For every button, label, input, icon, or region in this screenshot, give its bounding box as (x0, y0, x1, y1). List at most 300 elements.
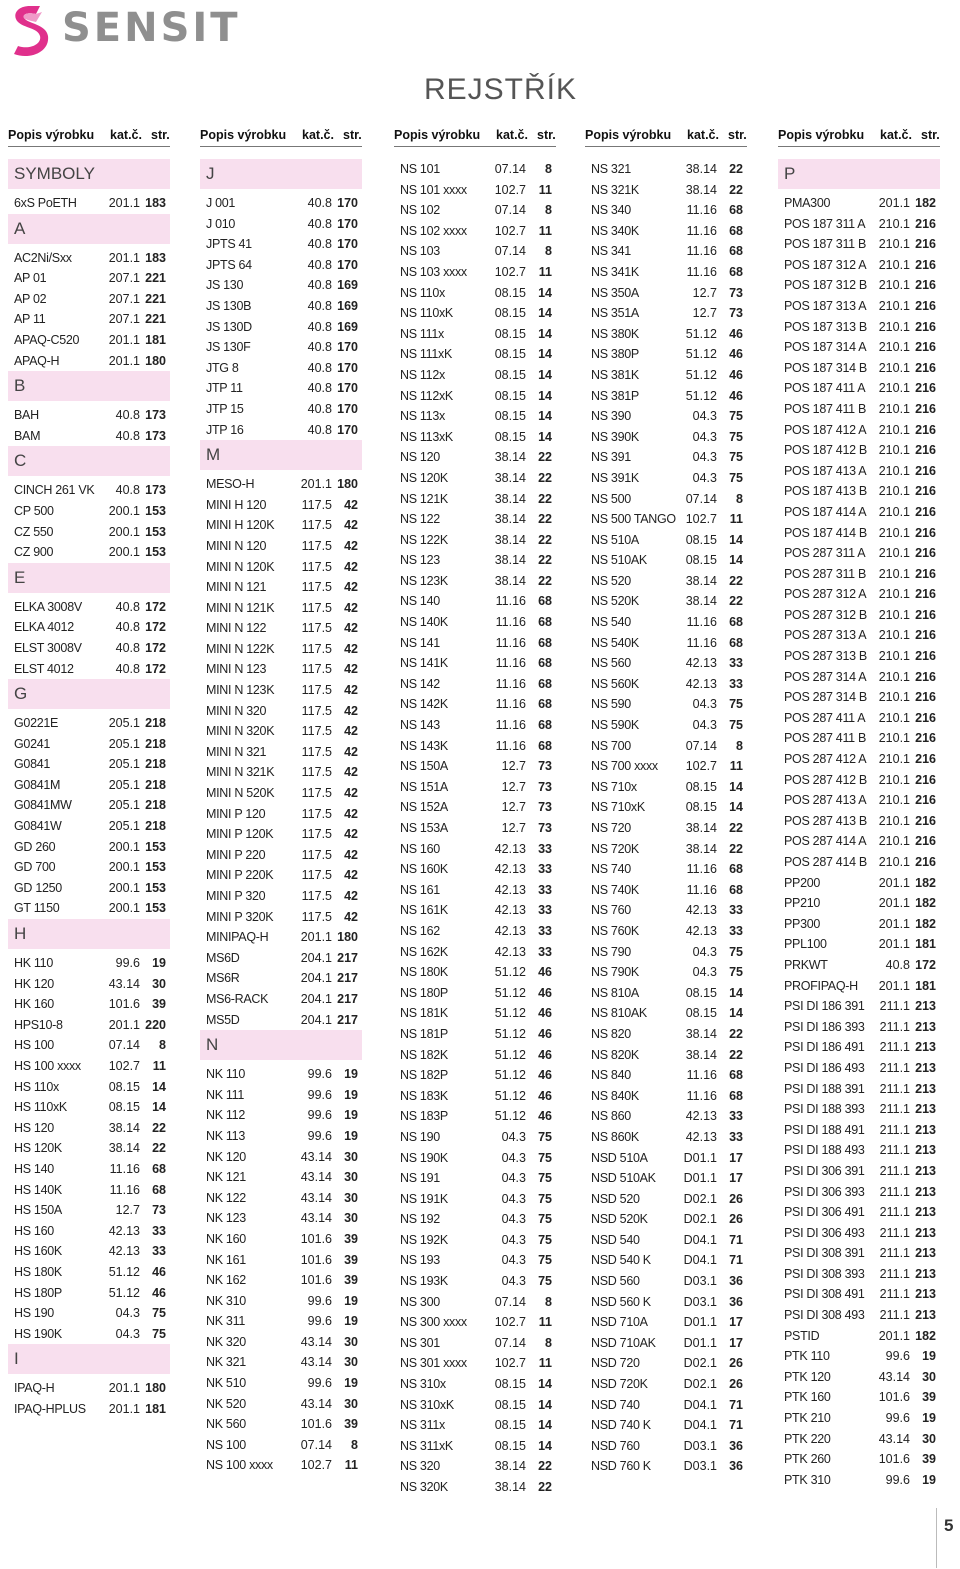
product-name: MINI P 120K (206, 827, 274, 842)
catalog-number: 117.5 (301, 724, 332, 739)
page-ref: 46 (729, 347, 743, 362)
product-name: NS 510A (591, 532, 639, 547)
product-name: NS 340K (591, 223, 639, 238)
page-ref: 11 (538, 264, 552, 279)
catalog-number: 42.13 (494, 903, 526, 918)
product-name: MINIPAQ-H (206, 930, 269, 945)
product-name: PSI DI 308 491 (784, 1287, 865, 1302)
product-name: APAQ-H (14, 353, 60, 368)
product-name: POS 187 414 A (784, 504, 867, 519)
catalog-number: 42.13 (494, 862, 526, 877)
catalog-number: 117.5 (301, 827, 332, 842)
index-row (778, 193, 940, 214)
product-name: NS 351A (591, 306, 639, 321)
page-ref: 73 (538, 800, 552, 815)
index-row (394, 921, 556, 942)
index-row (8, 734, 170, 755)
product-name: NS 790K (591, 965, 639, 980)
page-ref: 42 (344, 847, 358, 862)
product-name: NS 110x (400, 285, 445, 300)
catalog-number: 04.3 (501, 1253, 526, 1268)
product-name: NK 120 (206, 1149, 246, 1164)
product-name: POS 187 313 B (784, 319, 867, 334)
page-ref: 22 (729, 182, 743, 197)
page-ref: 22 (729, 821, 743, 835)
page-ref: 42 (344, 744, 358, 759)
page-ref: 75 (538, 1191, 552, 1206)
index-row (8, 878, 170, 899)
index-row (394, 283, 556, 304)
index-row (394, 1353, 556, 1374)
page-ref: 153 (145, 524, 166, 539)
catalog-number: 210.1 (878, 484, 910, 499)
page-ref: 14 (152, 1100, 166, 1115)
catalog-number: 201.1 (108, 1401, 140, 1416)
index-column (8, 120, 170, 1420)
page-ref: 8 (545, 1335, 552, 1350)
catalog-number: D03.1 (683, 1459, 717, 1474)
section-letter: H (14, 924, 27, 944)
product-name: JTP 15 (206, 401, 244, 416)
section-header (778, 159, 940, 189)
index-row (585, 509, 747, 530)
product-name: APAQ-C520 (14, 332, 80, 347)
catalog-number: 07.14 (494, 1335, 526, 1350)
catalog-number: 40.8 (115, 640, 140, 655)
index-row (585, 1148, 747, 1169)
page-ref: 71 (729, 1397, 743, 1412)
catalog-number: 210.1 (878, 504, 910, 519)
page-ref: 172 (145, 599, 166, 614)
section-header (8, 159, 170, 189)
product-name: NS 300 (400, 1294, 440, 1309)
product-name: NS 161K (400, 903, 448, 918)
catalog-number: 11.16 (495, 697, 526, 712)
catalog-number: D02.1 (683, 1356, 717, 1371)
index-row (778, 955, 940, 976)
product-name: ELST 3008V (14, 640, 82, 655)
product-name: PP210 (784, 896, 821, 911)
index-row (394, 653, 556, 674)
product-name: NS 590K (591, 718, 639, 733)
page-ref: 68 (729, 264, 743, 279)
page-ref: 216 (915, 237, 936, 252)
page-ref: 11 (538, 1356, 552, 1371)
product-name: POS 187 412 A (784, 422, 867, 437)
index-row (394, 1045, 556, 1066)
page-ref: 22 (538, 573, 552, 588)
page-ref: 68 (152, 1161, 166, 1176)
index-row (200, 1064, 362, 1085)
index-row (200, 337, 362, 358)
page-ref: 213 (915, 1102, 936, 1117)
catalog-number: 42.13 (494, 882, 526, 897)
index-row (200, 1250, 362, 1271)
index-row (778, 1470, 940, 1491)
product-name: NSD 760 (591, 1438, 640, 1453)
index-row (778, 1243, 940, 1264)
catalog-number: 210.1 (878, 463, 910, 478)
catalog-number: 07.14 (108, 1038, 140, 1053)
product-name: BAH (14, 408, 39, 423)
product-name: NS 320K (400, 1480, 448, 1494)
page-ref: 180 (337, 477, 358, 492)
index-row (394, 1024, 556, 1045)
index-row (8, 1324, 170, 1345)
page-title: REJSTŘÍK (424, 73, 578, 106)
index-row (394, 859, 556, 880)
page-ref: 14 (538, 388, 552, 403)
catalog-number: 102.7 (685, 512, 717, 527)
page-ref: 182 (915, 875, 936, 890)
product-name: NK 121 (206, 1170, 246, 1185)
catalog-number: 102.7 (494, 1315, 526, 1330)
product-name: POS 187 411 B (784, 401, 867, 416)
catalog-number: 211.1 (879, 1184, 910, 1199)
header-page: str. (151, 128, 170, 142)
product-name: NS 560K (591, 676, 639, 691)
index-row (394, 1209, 556, 1230)
catalog-number: 43.14 (300, 1211, 332, 1226)
catalog-number: 04.3 (692, 429, 717, 444)
catalog-number: 40.8 (307, 401, 332, 416)
index-row (8, 994, 170, 1015)
page-ref: 11 (152, 1059, 166, 1073)
catalog-number: 42.13 (494, 944, 526, 959)
product-name: PSI DI 306 491 (784, 1205, 865, 1220)
column-header (200, 120, 362, 146)
catalog-number: 211.1 (879, 1081, 910, 1096)
page-ref: 75 (729, 965, 743, 980)
page-ref: 216 (915, 752, 936, 767)
index-row (394, 1065, 556, 1086)
page-ref: 14 (729, 779, 743, 794)
index-row (778, 914, 940, 935)
catalog-number: 210.1 (878, 793, 910, 808)
catalog-number: 210.1 (878, 690, 910, 705)
catalog-number: 211.1 (879, 999, 910, 1014)
page-ref: 42 (344, 600, 358, 615)
catalog-number: 08.15 (494, 285, 526, 300)
catalog-number: 204.1 (300, 1012, 332, 1027)
product-name: NS 300 xxxx (400, 1315, 467, 1330)
header-cat: kat.č. (110, 128, 142, 142)
index-row (8, 522, 170, 543)
product-name: HS 120K (14, 1141, 62, 1156)
index-row (778, 749, 940, 770)
page-ref: 22 (538, 532, 552, 547)
product-name: HS 180P (14, 1285, 62, 1300)
page-ref: 22 (729, 1047, 743, 1062)
page-ref: 68 (152, 1182, 166, 1197)
catalog-number: 40.8 (115, 661, 140, 676)
index-row (778, 1326, 940, 1347)
page-ref: 46 (538, 965, 552, 980)
catalog-number: D04.1 (683, 1397, 717, 1412)
product-name: NS 720K (591, 841, 639, 856)
catalog-number: 210.1 (878, 752, 910, 767)
page-ref: 46 (538, 1006, 552, 1021)
catalog-number: 38.14 (685, 573, 717, 588)
catalog-number: 210.1 (878, 319, 910, 334)
page-ref: 68 (538, 738, 552, 753)
catalog-number: 211.1 (879, 1143, 910, 1158)
product-name: NK 321 (206, 1355, 246, 1370)
index-row (394, 1148, 556, 1169)
index-row (8, 426, 170, 447)
catalog-number: 210.1 (878, 401, 910, 416)
page-ref: 216 (915, 587, 936, 602)
index-row (8, 1200, 170, 1221)
page-ref: 30 (344, 1170, 358, 1185)
product-name: NS 162 (400, 923, 440, 938)
header-page: str. (728, 128, 747, 142)
index-column (200, 120, 362, 1476)
catalog-number: 210.1 (878, 628, 910, 643)
catalog-number: 38.14 (494, 573, 526, 588)
page-ref: 218 (145, 819, 166, 834)
product-name: G0221E (14, 716, 59, 731)
catalog-number: 40.8 (307, 360, 332, 375)
catalog-number: 40.8 (115, 428, 140, 443)
page-ref: 182 (915, 896, 936, 911)
index-row (200, 824, 362, 845)
page-ref: 30 (344, 1396, 358, 1411)
index-row (778, 770, 940, 791)
product-name: MINI N 123K (206, 683, 275, 698)
page-ref: 172 (145, 620, 166, 635)
product-name: PTK 310 (784, 1472, 831, 1487)
catalog-number: 207.1 (108, 291, 140, 306)
page-ref: 42 (344, 909, 358, 924)
index-row (8, 1159, 170, 1180)
index-row (778, 625, 940, 646)
page-ref: 218 (145, 777, 166, 792)
catalog-number: 200.1 (108, 545, 140, 560)
index-row (200, 378, 362, 399)
page-ref: 8 (545, 203, 552, 218)
page-ref: 33 (729, 676, 743, 691)
page-ref: 68 (538, 676, 552, 691)
index-row (8, 1399, 170, 1420)
catalog-number: 11.16 (686, 882, 717, 897)
catalog-number: 102.7 (494, 264, 526, 279)
product-name: CZ 550 (14, 524, 54, 539)
index-row (778, 1408, 940, 1429)
page-ref: 216 (915, 649, 936, 664)
index-row (8, 1035, 170, 1056)
index-row (585, 633, 747, 654)
page-ref: 68 (729, 203, 743, 218)
index-row (394, 1456, 556, 1477)
product-name: PSI DI 308 393 (784, 1266, 865, 1281)
page-ref: 11 (538, 182, 552, 197)
catalog-number: 210.1 (878, 607, 910, 622)
catalog-number: 210.1 (878, 649, 910, 664)
catalog-number: 42.13 (685, 1109, 717, 1124)
product-name: PTK 160 (784, 1390, 831, 1405)
product-name: PSI DI 306 493 (784, 1225, 865, 1240)
index-row (585, 818, 747, 839)
page-ref: 216 (915, 525, 936, 540)
catalog-number: 42.13 (685, 1129, 717, 1144)
section-letter: A (14, 218, 26, 238)
catalog-number: 08.15 (685, 553, 717, 568)
catalog-number: 201.1 (108, 1381, 140, 1396)
catalog-number: 38.14 (494, 450, 526, 465)
index-row (8, 1303, 170, 1324)
product-name: NS 180K (400, 965, 448, 980)
page-ref: 68 (538, 656, 552, 671)
index-row (8, 480, 170, 501)
product-name: NS 103 (400, 244, 440, 259)
index-row (8, 542, 170, 563)
index-row (8, 795, 170, 816)
catalog-number: 11.16 (686, 203, 717, 218)
page-ref: 19 (344, 1087, 358, 1102)
catalog-number: 40.8 (307, 216, 332, 231)
page-ref: 217 (337, 1012, 358, 1027)
product-name: NSD 740 (591, 1397, 640, 1412)
index-row (200, 1435, 362, 1456)
catalog-number: 117.5 (301, 703, 332, 718)
product-name: MINI H 120 (206, 497, 267, 512)
page-ref: 68 (729, 223, 743, 238)
index-row (778, 893, 940, 914)
page-ref: 75 (729, 697, 743, 712)
catalog-number: 210.1 (878, 710, 910, 725)
page-ref: 42 (344, 827, 358, 842)
index-row (585, 550, 747, 571)
catalog-number: 08.15 (685, 1006, 717, 1021)
product-name: PP200 (784, 875, 821, 890)
product-name: AC2Ni/Sxx (14, 250, 72, 265)
product-name: NS 390K (591, 429, 639, 444)
catalog-number: D04.1 (683, 1232, 717, 1247)
catalog-number: 38.14 (494, 532, 526, 547)
product-name: PSI DI 188 491 (784, 1122, 865, 1137)
page-ref: 216 (915, 484, 936, 499)
catalog-number: 04.3 (501, 1191, 526, 1206)
index-row (394, 942, 556, 963)
catalog-number: 12.7 (692, 306, 717, 321)
index-row (585, 1189, 747, 1210)
catalog-number: 11.16 (495, 738, 526, 753)
page-ref: 42 (344, 518, 358, 533)
page-ref: 216 (915, 401, 936, 416)
product-name: NS 100 (206, 1437, 246, 1452)
index-row (394, 839, 556, 860)
index-row (200, 742, 362, 763)
index-row (394, 1250, 556, 1271)
product-name: NSD 510AK (591, 1171, 656, 1186)
catalog-number: 51.12 (108, 1285, 140, 1300)
index-row (585, 962, 747, 983)
index-row (585, 715, 747, 736)
product-name: NSD 520 (591, 1191, 640, 1206)
page-ref: 14 (538, 285, 552, 300)
catalog-number: 04.3 (692, 470, 717, 485)
index-row (778, 1037, 940, 1058)
page-ref: 42 (344, 538, 358, 553)
catalog-number: 200.1 (108, 503, 140, 518)
catalog-number: 211.1 (879, 1019, 910, 1034)
section-letter: I (14, 1349, 19, 1369)
page-ref: 213 (915, 1287, 936, 1302)
index-row (778, 728, 940, 749)
index-row (394, 1477, 556, 1498)
catalog-number: 11.16 (686, 635, 717, 650)
catalog-number: 211.1 (879, 1266, 910, 1281)
product-name: NS 141 (400, 635, 440, 650)
index-row (394, 1271, 556, 1292)
index-row (585, 1209, 747, 1230)
index-row (585, 571, 747, 592)
index-row (585, 1353, 747, 1374)
index-row (200, 639, 362, 660)
index-row (778, 831, 940, 852)
page-ref: 11 (729, 512, 743, 527)
index-row (394, 406, 556, 427)
header-name: Popis výrobku (8, 128, 95, 142)
page-ref: 153 (145, 880, 166, 895)
product-name: NS 102 (400, 203, 440, 218)
catalog-number: 117.5 (301, 868, 332, 883)
index-row (394, 324, 556, 345)
index-row (778, 1161, 940, 1182)
page-ref: 33 (729, 1109, 743, 1124)
product-name: NS 590 (591, 697, 631, 712)
product-name: MINI P 320K (206, 909, 274, 924)
product-name: NS 122K (400, 532, 448, 547)
catalog-number: 08.15 (685, 532, 717, 547)
page-ref: 46 (729, 367, 743, 382)
section-letter: C (14, 451, 27, 471)
catalog-number: 205.1 (108, 798, 140, 813)
product-name: NS 142K (400, 697, 448, 712)
index-list (585, 159, 747, 1477)
catalog-number: 205.1 (108, 716, 140, 731)
index-row (585, 1395, 747, 1416)
catalog-number: 210.1 (878, 772, 910, 787)
page-ref: 153 (145, 839, 166, 854)
catalog-number: 42.13 (685, 903, 717, 918)
section-letter: M (206, 445, 221, 465)
page-ref: 39 (344, 1231, 358, 1246)
page-ref: 33 (538, 841, 552, 856)
page-ref: 220 (145, 1017, 166, 1032)
index-row (200, 358, 362, 379)
catalog-number: 04.3 (115, 1306, 140, 1321)
catalog-number: 38.14 (494, 470, 526, 485)
product-name: PSI DI 186 393 (784, 1019, 865, 1034)
page-ref: 39 (922, 1452, 936, 1467)
header-cat: kat.č. (687, 128, 719, 142)
page-ref: 75 (152, 1306, 166, 1321)
column-header (8, 120, 170, 146)
product-name: JPTS 41 (206, 237, 252, 252)
product-name: 6xS PoETH (14, 196, 77, 210)
page-ref: 14 (729, 1006, 743, 1021)
index-row (200, 1126, 362, 1147)
catalog-number: 43.14 (300, 1355, 332, 1370)
index-row (778, 873, 940, 894)
index-row (394, 900, 556, 921)
index-row (394, 612, 556, 633)
product-name: NS 121K (400, 491, 448, 506)
index-row (778, 275, 940, 296)
page-ref: 213 (915, 1143, 936, 1158)
